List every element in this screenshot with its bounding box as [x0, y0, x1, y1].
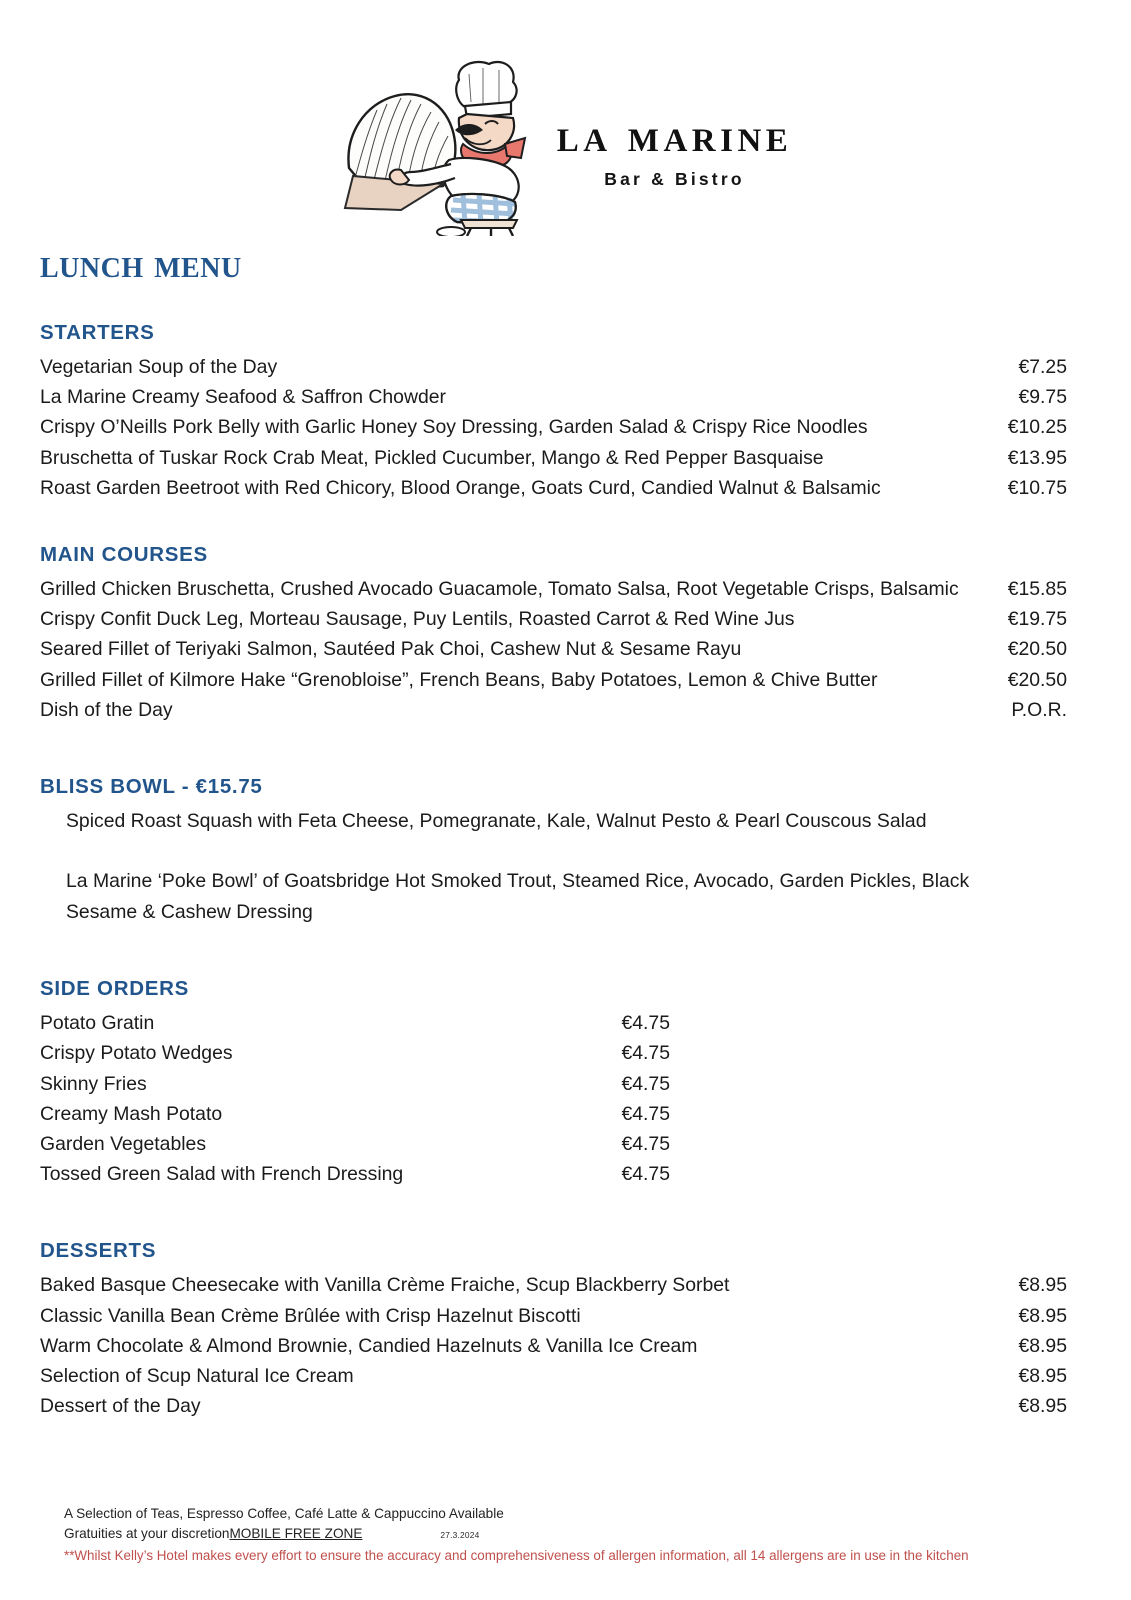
menu-item-name: Crispy Potato Wedges — [40, 1042, 233, 1065]
menu-item-row — [38, 443, 1067, 473]
menu-item-row — [38, 473, 1067, 503]
menu-item-name: Warm Chocolate & Almond Brownie, Candied Hazelnuts & Vanilla Ice Cream — [40, 1334, 698, 1357]
menu-item-row — [38, 634, 1067, 664]
section-spacer — [38, 503, 1067, 543]
menu-item-name: Vegetarian Soup of the Day — [40, 356, 278, 378]
footer-gratuities-text: Gratuities at your discretion — [64, 1526, 230, 1541]
menu-item-row — [38, 574, 1067, 604]
menu-item-name: Potato Gratin — [40, 1012, 155, 1035]
menu-item-price: €13.95 — [1007, 446, 1067, 469]
section-heading-main-courses: MAIN COURSES — [40, 543, 208, 567]
section-spacer — [38, 1189, 1067, 1239]
menu-item-row — [38, 1159, 670, 1189]
menu-item-name: Tossed Green Salad with French Dressing — [40, 1163, 404, 1186]
menu-item-price: €4.75 — [621, 1042, 670, 1065]
menu-item-name: Garden Vegetables — [40, 1133, 207, 1156]
menu-item-name: Roast Garden Beetroot with Red Chicory, Blood Orange, Goats Curd, Candied Walnut & Balsamic — [40, 476, 881, 499]
menu-item-name: La Marine Creamy Seafood & Saffron Chowder — [40, 386, 446, 409]
brand-logo-band — [0, 58, 1131, 238]
menu-item-price: €8.95 — [1018, 1304, 1067, 1327]
menu-item-price: €4.75 — [621, 1012, 670, 1035]
menu-item-row — [38, 382, 1067, 412]
menu-item-row — [38, 1361, 1067, 1391]
section-spacer — [38, 927, 1067, 977]
menu-item-row — [38, 1391, 1067, 1421]
section-heading-bliss-bowl: BLISS BOWL - €15.75 — [40, 775, 263, 799]
menu-item-description: Spiced Roast Squash with Feta Cheese, Pomegranate, Kale, Walnut Pesto & Pearl Couscous Salad — [66, 810, 927, 833]
page-title: lunch menu — [40, 241, 242, 286]
section-heading-desserts: DESSERTS — [40, 1239, 157, 1263]
menu-item-price: €8.95 — [1018, 1274, 1067, 1297]
menu-item-name: Skinny Fries — [40, 1072, 147, 1095]
menu-item-name: Seared Fillet of Teriyaki Salmon, Sautéed Pak Choi, Cashew Nut & Sesame Rayu — [40, 638, 742, 661]
menu-item-description: La Marine ‘Poke Bowl’ of Goatsbridge Hot Smoked Trout, Steamed Rice, Avocado, Garden Pickles, Black Sesame & Cashew Dressing — [66, 870, 970, 923]
menu-item-name: Crispy O’Neills Pork Belly with Garlic Honey Soy Dressing, Garden Salad & Crispy Rice Noodles — [40, 416, 868, 439]
chef-with-scallop-shell-icon — [339, 60, 535, 236]
brand-name: la marine — [556, 109, 793, 162]
menu-sections — [38, 321, 1067, 1421]
paragraph-spacer — [38, 836, 1067, 866]
menu-item-price: €9.75 — [1018, 386, 1067, 409]
menu-item-price: P.O.R. — [1011, 698, 1067, 721]
menu-item-list — [38, 352, 1067, 503]
menu-item-row — [38, 604, 1067, 634]
menu-item-row — [38, 1331, 1067, 1361]
menu-item-name: Classic Vanilla Bean Crème Brûlée with Crisp Hazelnut Biscotti — [40, 1304, 581, 1327]
menu-item-row — [38, 352, 1067, 382]
menu-item-name: Dessert of the Day — [40, 1395, 201, 1418]
menu-item-row — [38, 665, 1067, 695]
menu-item-row — [38, 1129, 670, 1159]
menu-item-name: Baked Basque Cheesecake with Vanilla Crème Fraiche, Scup Blackberry Sorbet — [40, 1274, 730, 1297]
menu-item-row — [38, 1038, 670, 1068]
footer-gratuities-row — [64, 1524, 1064, 1545]
menu-item-name: Creamy Mash Potato — [40, 1102, 223, 1125]
footer-allergen-notice: **Whilst Kelly’s Hotel makes every effort to ensure the accuracy and comprehensiveness of allergen information, all 14 allergens are in use in the kitchen — [64, 1548, 969, 1563]
menu-sheet — [0, 243, 1131, 1421]
menu-item-list — [38, 1270, 1067, 1421]
menu-section-desserts — [38, 1239, 1067, 1421]
menu-item-price: €7.25 — [1018, 356, 1067, 378]
menu-item-name: Grilled Fillet of Kilmore Hake “Grenobloise”, French Beans, Baby Potatoes, Lemon & Chive Butter — [40, 668, 878, 691]
footer-revision-date: 27.3.2024 — [440, 1530, 480, 1540]
menu-item-price: €10.25 — [1007, 416, 1067, 439]
menu-section-bliss-bowl — [38, 775, 1067, 927]
section-heading-starters: STARTERS — [40, 321, 155, 344]
menu-item-row — [38, 412, 1067, 442]
menu-item-row — [38, 1301, 1067, 1331]
footer-mobile-free-zone: MOBILE FREE ZONE — [229, 1526, 363, 1541]
menu-item-row — [38, 1099, 670, 1129]
menu-section-side-orders — [38, 977, 1067, 1189]
menu-item-row — [38, 1008, 670, 1038]
menu-item-price: €4.75 — [621, 1133, 670, 1156]
menu-item-price: €8.95 — [1018, 1395, 1067, 1418]
footer-beverages: A Selection of Teas, Espresso Coffee, Café Latte & Cappuccino Available — [64, 1506, 504, 1521]
menu-item-name: Bruschetta of Tuskar Rock Crab Meat, Pickled Cucumber, Mango & Red Pepper Basquaise — [40, 446, 824, 469]
menu-section-starters — [38, 321, 1067, 503]
menu-item-price: €4.75 — [621, 1163, 670, 1186]
menu-section-main-courses — [38, 543, 1067, 725]
menu-item-price: €10.75 — [1007, 476, 1067, 499]
section-spacer — [38, 725, 1067, 775]
menu-item-row — [38, 1270, 1067, 1300]
menu-item-name: Grilled Chicken Bruschetta, Crushed Avocado Guacamole, Tomato Salsa, Root Vegetable Crisps, Balsamic — [40, 578, 959, 601]
menu-item-price: €4.75 — [621, 1102, 670, 1125]
menu-item-row — [38, 1069, 670, 1099]
menu-item-price: €19.75 — [1007, 608, 1067, 631]
brand-wordmark — [556, 109, 793, 190]
menu-item-price: €20.50 — [1007, 668, 1067, 691]
menu-item-price: €15.85 — [1007, 578, 1067, 601]
menu-item-price: €4.75 — [621, 1072, 670, 1095]
menu-item-list — [38, 574, 1067, 725]
menu-item-name: Crispy Confit Duck Leg, Morteau Sausage, Puy Lentils, Roasted Carrot & Red Wine Jus — [40, 608, 795, 631]
page-footer — [64, 1504, 1064, 1566]
menu-item-price: €8.95 — [1018, 1334, 1067, 1357]
menu-item-price: €20.50 — [1007, 638, 1067, 661]
menu-item-row — [38, 695, 1067, 725]
brand-tagline: Bar & Bistro — [604, 168, 745, 189]
menu-item-list — [38, 1008, 670, 1189]
menu-item-name: Selection of Scup Natural Ice Cream — [40, 1365, 354, 1388]
menu-item-price: €8.95 — [1018, 1365, 1067, 1388]
menu-item-name: Dish of the Day — [40, 698, 173, 721]
section-heading-side-orders: SIDE ORDERS — [40, 977, 189, 1001]
